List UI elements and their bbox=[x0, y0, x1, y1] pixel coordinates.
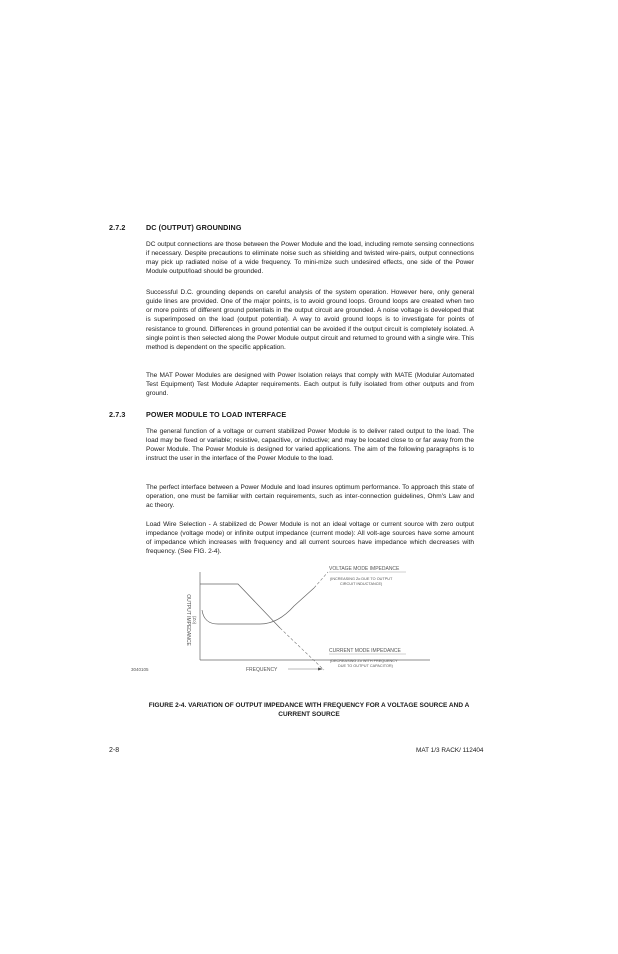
section-number: 2.7.2 bbox=[109, 223, 126, 232]
section-title: DC (OUTPUT) GROUNDING bbox=[146, 223, 242, 232]
voltage-mode-curve-flat bbox=[202, 588, 314, 624]
section-number: 2.7.3 bbox=[109, 410, 126, 419]
paragraph-interface-2: The perfect interface between a Power Module and load insures optimum performance. To approach this state of operation, one must be familiar with certain requirements, such as inter-connection guidelines, Ohm's Law and ac theory. bbox=[146, 484, 474, 510]
drawing-id: 3040105 bbox=[131, 667, 149, 672]
voltage-mode-note-2: CIRCUIT INDUCTANCE) bbox=[340, 582, 383, 586]
figure-caption-line-2: CURRENT SOURCE bbox=[278, 711, 340, 718]
current-mode-curve-flat bbox=[200, 584, 280, 628]
voltage-mode-curve-dashed bbox=[314, 572, 328, 588]
paragraph-grounding-2: Successful D.C. grounding depends on careful analysis of the system operation. However here, only general guide lines are provided. One of the major points, is to avoid ground loops. Ground loops are created when two or more points of different ground potentials in the output circuit are grounded. A noise voltage is developed that is superimposed on the load (output potential). A way to avoid ground loops is to investigate for points of resistance to ground. Differences in ground potential can be avoided if the output circuit is completely isolated. A single point is then selected along the Power Module output circuit and returned to ground with a single wire. This method is dependent on the specific application. bbox=[146, 289, 474, 351]
figure-caption bbox=[109, 701, 509, 719]
section-heading-load-interface bbox=[109, 410, 286, 419]
current-mode-note-2: DUE TO OUTPUT CAPACITOR) bbox=[338, 664, 393, 668]
current-mode-label: CURRENT MODE IMPEDANCE bbox=[329, 648, 401, 654]
paragraph-interface-1: The general function of a voltage or current stabilized Power Module is to deliver rated output to the load. The load may be fixed or variable; resistive, capacitive, or inductive; and may be located close to or far away from the Power Module. The Power Module is designed for varied applications. The aim of the following paragraphs is to instruct the user in the interface of the Power Module to the load. bbox=[146, 428, 474, 463]
impedance-figure bbox=[131, 566, 440, 678]
current-mode-note-1: (DECREASING Zo WITH FREQUENCY bbox=[330, 659, 398, 663]
paragraph-grounding-3: The MAT Power Modules are designed with Power Isolation relays that comply with MATE (Modular Automated Test Equipment) Test Module Adapter requirements. Each output is fully isolated from other outputs and from ground. bbox=[146, 372, 474, 398]
y-axis-unit: (Zo) bbox=[192, 615, 197, 625]
frequency-arrow-icon bbox=[318, 668, 323, 671]
x-axis-label: FREQUENCY bbox=[246, 667, 278, 673]
section-title: POWER MODULE TO LOAD INTERFACE bbox=[146, 410, 287, 419]
voltage-mode-note-1: (INCREASING Zo DUE TO OUTPUT bbox=[330, 577, 393, 581]
paragraph-interface-3: Load Wire Selection - A stabilized dc Power Module is not an ideal voltage or current source with zero output impedance (voltage mode) or infinite output impedance (current mode): All volt-age sources have some amount of impedance which increases with frequency and all current sources have impedance which decreases with frequency. (See FIG. 2-4). bbox=[146, 521, 474, 556]
document-id: MAT 1/3 RACK/ 112404 bbox=[416, 747, 484, 754]
page-number: 2-8 bbox=[109, 747, 120, 754]
paragraph-grounding-1: DC output connections are those between the Power Module and the load, including remote sensing connections if necessary. Despite precautions to eliminate noise such as shielding and twisted wire-pairs, output connections may pick up radiated noise of a wide frequency. To mini-mize such undesired effects, one side of the Power Module output/load should be grounded. bbox=[146, 241, 474, 276]
figure-caption-line-1: FIGURE 2-4. VARIATION OF OUTPUT IMPEDANCE WITH FREQUENCY FOR A VOLTAGE SOURCE AND A bbox=[148, 702, 470, 709]
section-heading-dc-grounding bbox=[109, 223, 242, 232]
y-axis-label: OUTPUT IMPEDANCE bbox=[185, 594, 191, 646]
voltage-mode-label: VOLTAGE MODE IMPEDANCE bbox=[329, 566, 400, 572]
current-mode-curve-dashed bbox=[280, 628, 324, 670]
